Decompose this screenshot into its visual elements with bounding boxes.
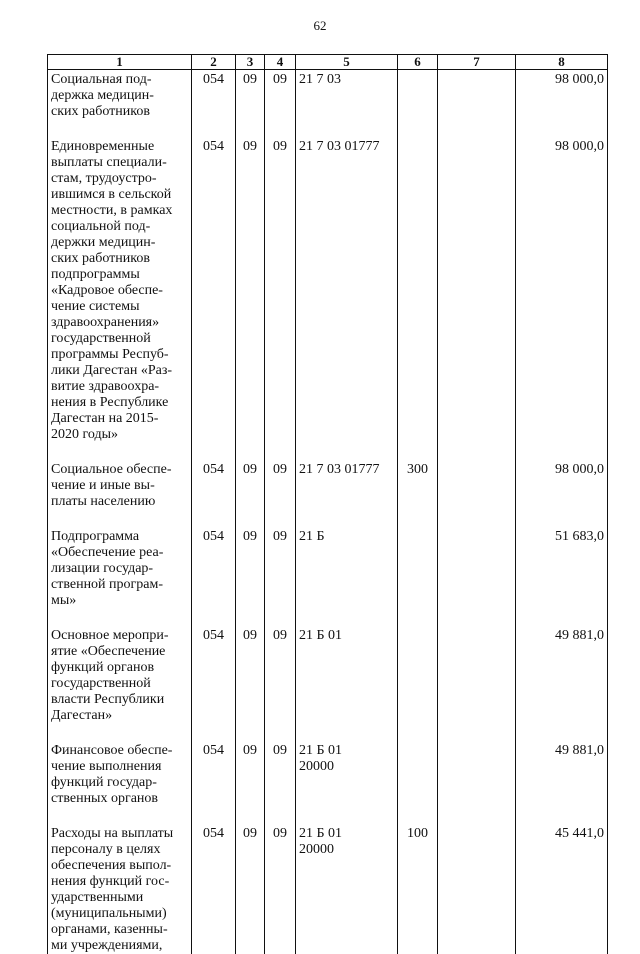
table-row	[48, 137, 608, 460]
header-col-6: 6	[398, 55, 438, 70]
amount-cell: 98 000,0	[516, 70, 608, 138]
col-3-cell: 09	[236, 626, 265, 741]
col-6-cell	[398, 70, 438, 138]
col-2-cell: 054	[192, 824, 236, 954]
col-4-cell: 09	[265, 626, 296, 741]
col-3-cell: 09	[236, 824, 265, 954]
col-5-code-cell: 21 Б 01	[296, 626, 398, 741]
item-name-cell: Подпрограмма «Обеспечение реа- лизации государ- ственной програм- мы»	[48, 527, 192, 626]
col-3-cell: 09	[236, 137, 265, 460]
amount-cell: 49 881,0	[516, 741, 608, 824]
col-4-cell: 09	[265, 137, 296, 460]
item-name-cell: Основное меропри- ятие «Обеспечение функций органов государственной власти Республики Дагестан»	[48, 626, 192, 741]
col-4-cell: 09	[265, 460, 296, 527]
col-2-cell: 054	[192, 741, 236, 824]
header-col-7: 7	[438, 55, 516, 70]
col-4-cell: 09	[265, 824, 296, 954]
col-2-cell: 054	[192, 70, 236, 138]
header-col-1: 1	[48, 55, 192, 70]
page-number: 62	[313, 18, 327, 33]
col-6-cell: 100	[398, 824, 438, 954]
amount-cell: 49 881,0	[516, 626, 608, 741]
amount-cell: 98 000,0	[516, 460, 608, 527]
col-3-cell: 09	[236, 741, 265, 824]
col-6-cell	[398, 741, 438, 824]
header-col-4: 4	[265, 55, 296, 70]
amount-cell: 51 683,0	[516, 527, 608, 626]
amount-cell: 98 000,0	[516, 137, 608, 460]
budget-table	[47, 54, 608, 954]
header-col-8: 8	[516, 55, 608, 70]
col-7-cell	[438, 70, 516, 138]
col-5-code-cell: 21 7 03	[296, 70, 398, 138]
col-7-cell	[438, 460, 516, 527]
table-row	[48, 527, 608, 626]
table-row	[48, 741, 608, 824]
col-2-cell: 054	[192, 527, 236, 626]
col-5-code-cell: 21 Б 01 20000	[296, 741, 398, 824]
col-5-code-cell: 21 Б 01 20000	[296, 824, 398, 954]
header-col-5: 5	[296, 55, 398, 70]
col-7-cell	[438, 824, 516, 954]
item-name-cell: Социальное обеспе- чение и иные вы- платы населению	[48, 460, 192, 527]
item-name-cell: Расходы на выплаты персоналу в целях обеспечения выпол- нения функций гос- ударственными (муниципальными) органами, казенны- ми учреждениями,	[48, 824, 192, 954]
col-6-cell	[398, 137, 438, 460]
col-5-code-cell: 21 Б	[296, 527, 398, 626]
header-row	[48, 55, 608, 70]
col-7-cell	[438, 626, 516, 741]
item-name-cell: Социальная под- держка медицин- ских работников	[48, 70, 192, 138]
col-4-cell: 09	[265, 527, 296, 626]
col-4-cell: 09	[265, 70, 296, 138]
col-6-cell: 300	[398, 460, 438, 527]
col-3-cell: 09	[236, 460, 265, 527]
col-3-cell: 09	[236, 70, 265, 138]
table-row	[48, 824, 608, 954]
table-row	[48, 626, 608, 741]
col-4-cell: 09	[265, 741, 296, 824]
col-7-cell	[438, 137, 516, 460]
table-row	[48, 460, 608, 527]
col-2-cell: 054	[192, 626, 236, 741]
item-name-cell: Единовременные выплаты специали- стам, трудоустро- ившимся в сельской местности, в рамках социальной под- держки медицин- ских работников подпрограммы «Кадровое обеспе- чение системы здравоохранения» государственной программы Респуб- лики Дагестан «Раз- витие здравоохра- нения в Республике Дагестан на 2015- 2020 годы»	[48, 137, 192, 460]
col-5-code-cell: 21 7 03 01777	[296, 460, 398, 527]
col-7-cell	[438, 527, 516, 626]
col-2-cell: 054	[192, 137, 236, 460]
col-7-cell	[438, 741, 516, 824]
col-6-cell	[398, 527, 438, 626]
item-name-cell: Финансовое обеспе- чение выполнения функций государ- ственных органов	[48, 741, 192, 824]
header-col-2: 2	[192, 55, 236, 70]
table-row	[48, 70, 608, 138]
col-6-cell	[398, 626, 438, 741]
col-3-cell: 09	[236, 527, 265, 626]
col-5-code-cell: 21 7 03 01777	[296, 137, 398, 460]
amount-cell: 45 441,0	[516, 824, 608, 954]
col-2-cell: 054	[192, 460, 236, 527]
header-col-3: 3	[236, 55, 265, 70]
